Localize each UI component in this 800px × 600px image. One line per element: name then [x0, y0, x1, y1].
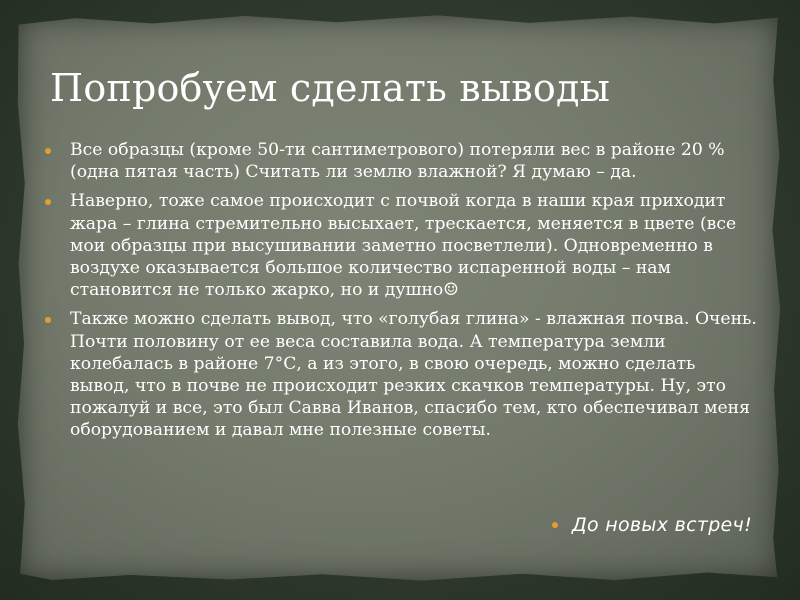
bullet-dot-icon: [45, 317, 51, 323]
bullet-item-text: Все образцы (кроме 50-ти сантиметрового) потеряли вес в районе 20 % (одна пятая часть) Считать ли землю влажной? Я думаю – да.: [70, 140, 725, 183]
bullet-item-text: Наверно, тоже самое происходит с почвой когда в наши края приходит жара – глина стремительно высыхает, трескается, меняется в цвете (все мои образцы при высушивании заметно посветлели). Одновременно в воздухе оказывается большое количество испаренной воды – нам становится не только жарко, но и душно☺: [70, 191, 737, 301]
bullet-item-text: Также можно сделать вывод, что «голубая глина» - влажная почва. Очень. Почти половину от ее веса составила вода. А температура земли колебалась в районе 7°С, а из этого, в свою очередь, можно сделать вывод, что в почве не происходит резких скачков температуры. Ну, это пожалуй и все, это был Савва Иванов, спасибо тем, кто обеспечивал меня оборудованием и давал мне полезные советы.: [70, 309, 757, 441]
bullet-item-2: [40, 190, 760, 301]
slide-title: Попробуем сделать выводы: [50, 66, 611, 110]
bullet-item-1: [40, 139, 760, 183]
bullet-list: [40, 139, 760, 449]
closing-text: До новых встреч!: [571, 514, 752, 536]
footer-line: [552, 514, 752, 536]
bullet-item-3: [40, 308, 760, 441]
bullet-dot-icon: [552, 522, 558, 528]
bullet-dot-icon: [45, 199, 51, 205]
bullet-dot-icon: [45, 148, 51, 154]
